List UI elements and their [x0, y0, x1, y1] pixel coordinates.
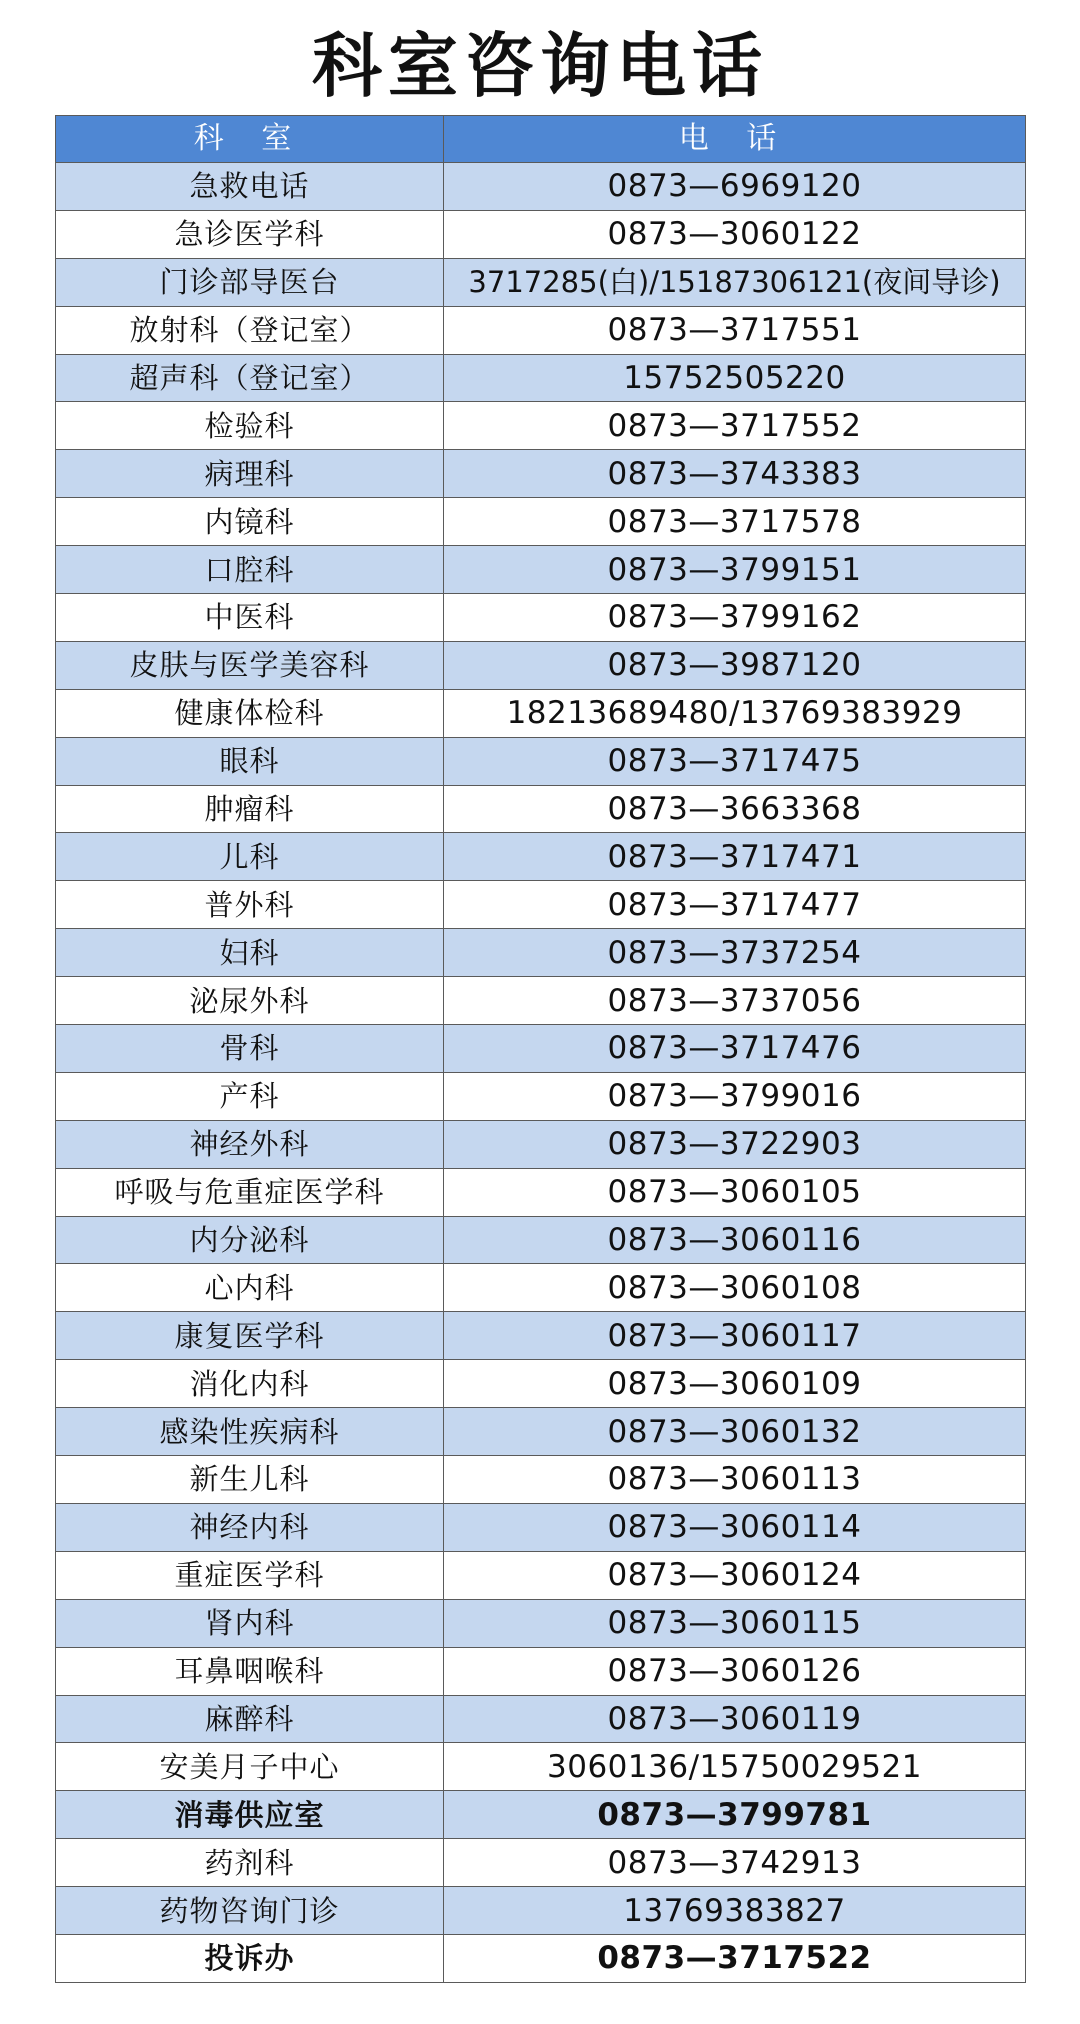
- department-name: 麻醉科: [56, 1695, 444, 1743]
- table-row: [56, 594, 1026, 642]
- department-name: 健康体检科: [56, 689, 444, 737]
- table-row: [56, 1456, 1026, 1504]
- table-row: [56, 210, 1026, 258]
- department-name: 呼吸与危重症医学科: [56, 1168, 444, 1216]
- phone-number: 0873—3799016: [444, 1072, 1026, 1120]
- phone-number: 0873—3060116: [444, 1216, 1026, 1264]
- phone-number: 0873—3987120: [444, 641, 1026, 689]
- table-row: [56, 1264, 1026, 1312]
- phone-number: 13769383827: [444, 1887, 1026, 1935]
- department-name: 皮肤与医学美容科: [56, 641, 444, 689]
- phone-number: 0873—3717477: [444, 881, 1026, 929]
- department-name: 药剂科: [56, 1839, 444, 1887]
- table-row: [56, 689, 1026, 737]
- table-row: [56, 1839, 1026, 1887]
- table-row: [56, 1168, 1026, 1216]
- department-name: 感染性疾病科: [56, 1408, 444, 1456]
- phone-number: 3717285(白)/15187306121(夜间导诊): [444, 258, 1026, 306]
- header-department: 科 室: [56, 116, 444, 163]
- phone-number: 0873—3060117: [444, 1312, 1026, 1360]
- table-row: [56, 977, 1026, 1025]
- table-row: [56, 1408, 1026, 1456]
- department-name: 超声科（登记室）: [56, 354, 444, 402]
- department-name: 中医科: [56, 594, 444, 642]
- table-row: [56, 1072, 1026, 1120]
- department-name: 急救电话: [56, 163, 444, 211]
- department-name: 耳鼻咽喉科: [56, 1647, 444, 1695]
- table-header-row: [56, 116, 1026, 163]
- department-name: 妇科: [56, 929, 444, 977]
- table-row: [56, 1599, 1026, 1647]
- table-row: [56, 881, 1026, 929]
- department-name: 消毒供应室: [56, 1791, 444, 1839]
- table-row: [56, 1743, 1026, 1791]
- table-row: [56, 785, 1026, 833]
- phone-number: 18213689480/13769383929: [444, 689, 1026, 737]
- table-row: [56, 1551, 1026, 1599]
- department-name: 新生儿科: [56, 1456, 444, 1504]
- phone-number: 0873—3717552: [444, 402, 1026, 450]
- table-row: [56, 1695, 1026, 1743]
- phone-number: 0873—3060132: [444, 1408, 1026, 1456]
- table-row: [56, 546, 1026, 594]
- department-name: 放射科（登记室）: [56, 306, 444, 354]
- table-row: [56, 1647, 1026, 1695]
- table-row: [56, 450, 1026, 498]
- table-row: [56, 402, 1026, 450]
- department-name: 肾内科: [56, 1599, 444, 1647]
- department-name: 检验科: [56, 402, 444, 450]
- department-name: 产科: [56, 1072, 444, 1120]
- department-name: 内分泌科: [56, 1216, 444, 1264]
- table-row: [56, 1503, 1026, 1551]
- table-row: [56, 1216, 1026, 1264]
- phone-number: 0873—3060115: [444, 1599, 1026, 1647]
- department-name: 消化内科: [56, 1360, 444, 1408]
- phone-number: 0873—3060114: [444, 1503, 1026, 1551]
- phone-number: 0873—3717578: [444, 498, 1026, 546]
- table-row: [56, 1360, 1026, 1408]
- phone-number: 0873—3060122: [444, 210, 1026, 258]
- phone-number: 0873—3737056: [444, 977, 1026, 1025]
- page-title: 科室咨询电话: [312, 25, 768, 107]
- table-row: [56, 1120, 1026, 1168]
- header-phone: 电 话: [444, 116, 1026, 163]
- table-row: [56, 306, 1026, 354]
- table-row: [56, 258, 1026, 306]
- phone-number: 0873—3799151: [444, 546, 1026, 594]
- table-row: [56, 1934, 1026, 1982]
- table-row: [56, 833, 1026, 881]
- phone-number: 0873—3737254: [444, 929, 1026, 977]
- phone-number: 0873—3663368: [444, 785, 1026, 833]
- table-row: [56, 1312, 1026, 1360]
- phone-number: 15752505220: [444, 354, 1026, 402]
- department-name: 儿科: [56, 833, 444, 881]
- phone-number: 0873—3060109: [444, 1360, 1026, 1408]
- phone-number: 0873—3060126: [444, 1647, 1026, 1695]
- department-name: 门诊部导医台: [56, 258, 444, 306]
- department-name: 眼科: [56, 737, 444, 785]
- table-row: [56, 641, 1026, 689]
- department-name: 投诉办: [56, 1934, 444, 1982]
- department-phone-table: [55, 115, 1026, 1983]
- department-name: 重症医学科: [56, 1551, 444, 1599]
- table-row: [56, 1887, 1026, 1935]
- phone-number: 0873—3717476: [444, 1025, 1026, 1073]
- department-name: 泌尿外科: [56, 977, 444, 1025]
- department-name: 安美月子中心: [56, 1743, 444, 1791]
- phone-number: 0873—3717475: [444, 737, 1026, 785]
- phone-number: 0873—3742913: [444, 1839, 1026, 1887]
- department-name: 急诊医学科: [56, 210, 444, 258]
- phone-number: 3060136/15750029521: [444, 1743, 1026, 1791]
- table-row: [56, 498, 1026, 546]
- table-row: [56, 354, 1026, 402]
- department-name: 康复医学科: [56, 1312, 444, 1360]
- table-row: [56, 929, 1026, 977]
- phone-number: 0873—3717471: [444, 833, 1026, 881]
- phone-number: 0873—3722903: [444, 1120, 1026, 1168]
- phone-number: 0873—3799781: [444, 1791, 1026, 1839]
- department-name: 神经外科: [56, 1120, 444, 1168]
- table-row: [56, 1791, 1026, 1839]
- department-name: 内镜科: [56, 498, 444, 546]
- department-name: 神经内科: [56, 1503, 444, 1551]
- phone-number: 0873—3060119: [444, 1695, 1026, 1743]
- phone-number: 0873—6969120: [444, 163, 1026, 211]
- phone-number: 0873—3060105: [444, 1168, 1026, 1216]
- department-name: 药物咨询门诊: [56, 1887, 444, 1935]
- phone-number: 0873—3060113: [444, 1456, 1026, 1504]
- table-row: [56, 1025, 1026, 1073]
- department-name: 心内科: [56, 1264, 444, 1312]
- table-row: [56, 737, 1026, 785]
- phone-number: 0873—3717551: [444, 306, 1026, 354]
- phone-number: 0873—3717522: [444, 1934, 1026, 1982]
- phone-number: 0873—3060108: [444, 1264, 1026, 1312]
- phone-number: 0873—3799162: [444, 594, 1026, 642]
- phone-number: 0873—3743383: [444, 450, 1026, 498]
- department-name: 骨科: [56, 1025, 444, 1073]
- department-name: 肿瘤科: [56, 785, 444, 833]
- department-name: 口腔科: [56, 546, 444, 594]
- table-row: [56, 163, 1026, 211]
- department-name: 病理科: [56, 450, 444, 498]
- phone-number: 0873—3060124: [444, 1551, 1026, 1599]
- department-name: 普外科: [56, 881, 444, 929]
